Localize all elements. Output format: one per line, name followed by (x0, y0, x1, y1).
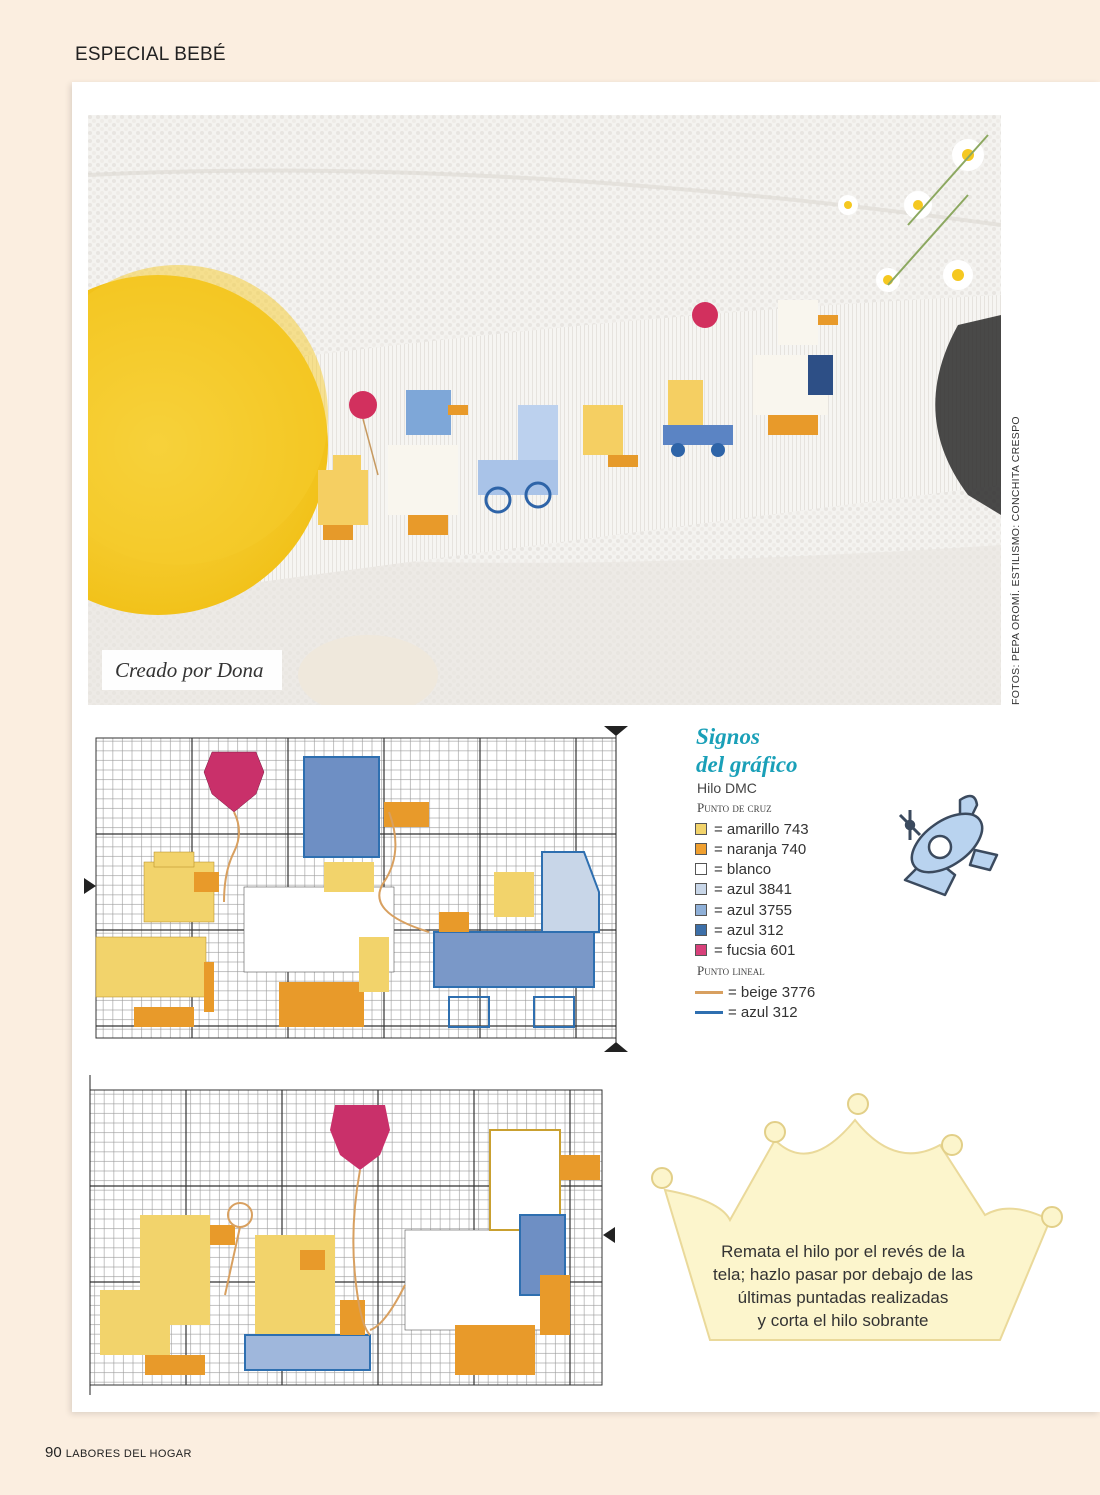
legend-item (695, 901, 792, 919)
legend-line-heading: Punto lineal (697, 963, 765, 978)
legend-cross-heading: Punto de cruz (697, 800, 772, 815)
swatch-azul-3841 (695, 883, 707, 895)
legend-label: = azul 312 (728, 1003, 798, 1021)
swatch-azul-3755 (695, 904, 707, 916)
legend-label: = amarillo 743 (714, 820, 809, 838)
swatch-naranja (695, 843, 707, 855)
legend-label: = blanco (714, 860, 772, 878)
legend-label: = fucsia 601 (714, 941, 796, 959)
line-swatch-azul (695, 1011, 723, 1014)
cross-stitch-chart-top (84, 722, 634, 1059)
tip-text (698, 1240, 988, 1332)
line-swatch-beige (695, 991, 723, 994)
legend-line-item (695, 1003, 798, 1021)
tip-line: Remata el hilo por el revés de la (721, 1242, 965, 1261)
legend-title-line1: Signos (696, 724, 760, 749)
page-number: 90 (45, 1444, 62, 1461)
towel-photo (88, 115, 1001, 705)
swatch-amarillo (695, 823, 707, 835)
legend-item (695, 921, 784, 939)
legend-item (695, 860, 771, 878)
legend-line-item (695, 983, 815, 1001)
legend-title (696, 723, 798, 779)
legend-label: = azul 312 (714, 921, 784, 939)
airplane-icon (885, 785, 1005, 910)
swatch-blanco (695, 863, 707, 875)
legend-label: = azul 3841 (714, 880, 792, 898)
magazine-name: LABORES DEL HOGAR (65, 1448, 192, 1460)
legend-label: = naranja 740 (714, 840, 807, 858)
tip-line: tela; hazlo pasar por debajo de las (713, 1265, 973, 1284)
page-folio (45, 1444, 192, 1461)
legend-item (695, 820, 809, 838)
legend-item (695, 840, 806, 858)
legend-thread: Hilo DMC (697, 780, 757, 796)
swatch-azul-312 (695, 924, 707, 936)
legend-label: = azul 3755 (714, 901, 792, 919)
legend-item (695, 941, 795, 959)
section-title: ESPECIAL BEBÉ (75, 44, 226, 65)
swatch-fucsia (695, 944, 707, 956)
legend-item (695, 880, 792, 898)
legend-title-line2: del gráfico (696, 752, 798, 777)
photo-credit: FOTOS: PEPA OROMÍ. ESTILISMO: CONCHITA CRESPO (1010, 416, 1022, 705)
cross-stitch-chart-bottom (85, 1075, 620, 1400)
tip-line: y corta el hilo sobrante (757, 1311, 929, 1330)
tip-line: últimas puntadas realizadas (737, 1288, 949, 1307)
legend-label: = beige 3776 (728, 983, 816, 1001)
photo-caption: Creado por Dona (115, 658, 264, 682)
